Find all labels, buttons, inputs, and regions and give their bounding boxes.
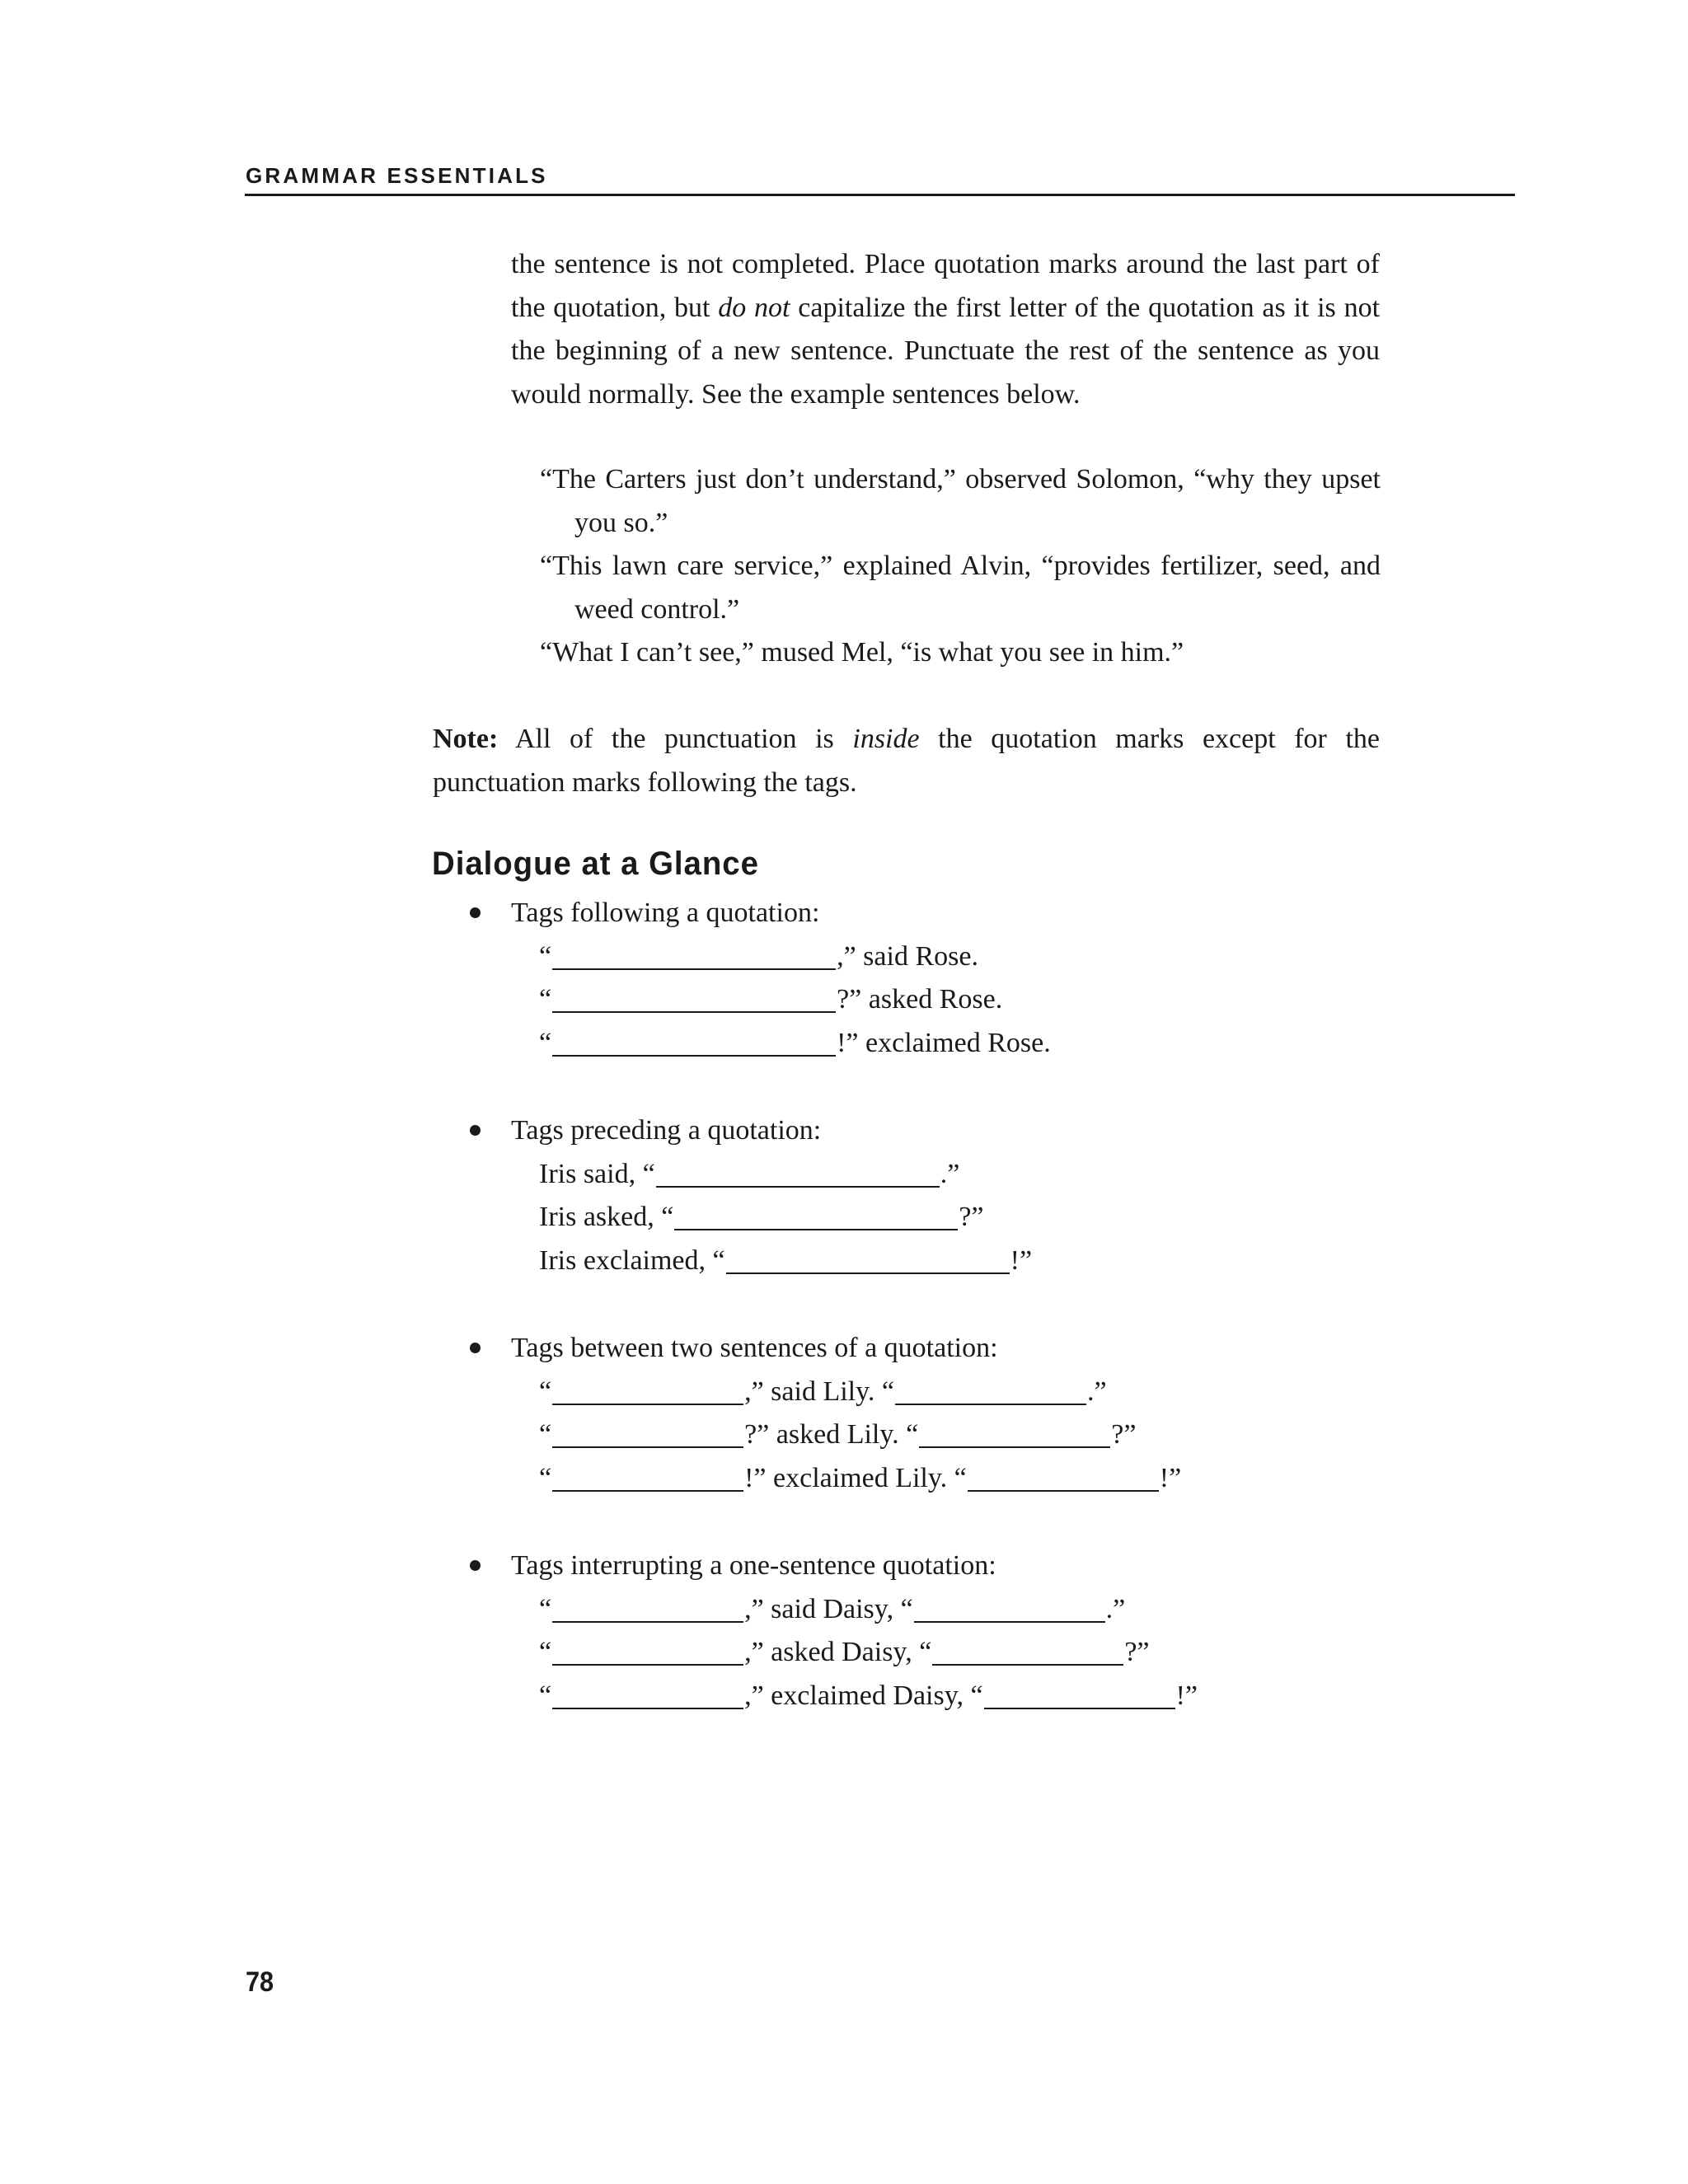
template-text: Iris asked, “ bbox=[539, 1202, 674, 1232]
template-text: ?” bbox=[1111, 1419, 1137, 1450]
tag-group-interrupting bbox=[470, 1544, 1376, 1718]
template-text: !” bbox=[1010, 1244, 1033, 1276]
section-title: Dialogue at a Glance bbox=[432, 846, 759, 882]
example-sentences bbox=[540, 458, 1381, 675]
template-line bbox=[470, 1588, 1376, 1632]
template-line bbox=[470, 1196, 1376, 1240]
template-text: ,” exclaimed Daisy, “ bbox=[744, 1680, 983, 1711]
template-text: .” bbox=[1087, 1376, 1107, 1407]
tag-group-following bbox=[470, 892, 1376, 1065]
template-text: !” bbox=[1175, 1680, 1198, 1711]
answer-blank bbox=[656, 1185, 940, 1188]
answer-blank bbox=[552, 1489, 743, 1492]
header-rule bbox=[245, 194, 1515, 196]
answer-blank bbox=[552, 1054, 836, 1057]
template-line bbox=[470, 1153, 1376, 1197]
answer-blank bbox=[552, 1663, 743, 1666]
template-text: ?” bbox=[1124, 1637, 1150, 1667]
template-text: !” exclaimed Lily. “ bbox=[744, 1462, 967, 1493]
answer-blank bbox=[968, 1489, 1159, 1492]
bullet-icon bbox=[470, 907, 481, 918]
tag-group-preceding bbox=[470, 1109, 1376, 1282]
answer-blank bbox=[552, 968, 836, 970]
example-sentence: “The Carters just don’t understand,” observed Solomon, “why they upset you so.” bbox=[540, 464, 1381, 538]
running-head: GRAMMAR ESSENTIALS bbox=[246, 163, 548, 188]
template-text: !” bbox=[1159, 1462, 1182, 1493]
template-text: ,” said Daisy, “ bbox=[744, 1593, 913, 1624]
template-text: “ bbox=[539, 1680, 552, 1711]
template-text: “ bbox=[539, 1637, 552, 1667]
template-text: .” bbox=[940, 1158, 960, 1189]
intro-paragraph bbox=[511, 243, 1380, 416]
answer-blank bbox=[552, 1620, 743, 1623]
template-line bbox=[470, 1457, 1376, 1501]
example-sentence: “What I can’t see,” mused Mel, “is what you see in him.” bbox=[540, 637, 1184, 668]
template-text: ,” said Rose. bbox=[837, 940, 978, 972]
template-text: “ bbox=[539, 940, 552, 972]
answer-blank bbox=[552, 1010, 836, 1013]
answer-blank bbox=[674, 1228, 958, 1230]
note-text-1: All of the punctuation is bbox=[498, 724, 853, 754]
intro-emphasis: do not bbox=[718, 292, 790, 323]
bullet-item bbox=[470, 1544, 1376, 1588]
bullet-icon bbox=[470, 1343, 481, 1353]
intro-text-1: the sentence is not completed. Place quotation marks around the last part of the quotation, but bbox=[511, 249, 1380, 323]
answer-blank bbox=[552, 1446, 743, 1448]
template-text: ?” asked Lily. “ bbox=[744, 1419, 919, 1450]
answer-blank bbox=[726, 1272, 1010, 1274]
template-line bbox=[470, 1631, 1376, 1675]
answer-blank bbox=[895, 1403, 1086, 1405]
template-text: “ bbox=[539, 1593, 552, 1624]
bullet-heading: Tags interrupting a one-sentence quotation: bbox=[511, 1550, 996, 1581]
template-text: ,” asked Daisy, “ bbox=[744, 1637, 932, 1667]
answer-blank bbox=[984, 1707, 1175, 1709]
bullet-heading: Tags preceding a quotation: bbox=[511, 1115, 822, 1146]
template-text: “ bbox=[539, 1419, 552, 1450]
bullet-icon bbox=[470, 1125, 481, 1136]
bullet-item bbox=[470, 1109, 1376, 1153]
bullet-icon bbox=[470, 1560, 481, 1571]
template-text: “ bbox=[539, 1376, 552, 1407]
template-line bbox=[470, 1240, 1376, 1283]
page-number: 78 bbox=[246, 1966, 274, 1998]
template-text: ?” asked Rose. bbox=[837, 984, 1003, 1015]
bullet-heading: Tags between two sentences of a quotation: bbox=[511, 1333, 998, 1363]
template-text: Iris exclaimed, “ bbox=[539, 1244, 725, 1276]
template-text: Iris said, “ bbox=[539, 1158, 655, 1189]
answer-blank bbox=[552, 1707, 743, 1709]
note-text-2: the quotation marks except for the punctuation marks following the tags. bbox=[433, 724, 1380, 798]
template-line bbox=[470, 1675, 1376, 1718]
intro-text-2: capitalize the first letter of the quotation as it is not the beginning of a new sentence. Punctuate the rest of the sentence as you would normally. See the example sentences below. bbox=[511, 292, 1381, 410]
note-paragraph bbox=[433, 718, 1380, 804]
template-text: “ bbox=[539, 984, 552, 1015]
template-text: !” exclaimed Rose. bbox=[837, 1027, 1051, 1058]
bullet-item bbox=[470, 892, 1376, 935]
template-line bbox=[470, 1022, 1376, 1066]
example-sentence: “This lawn care service,” explained Alvin, “provides fertilizer, seed, and weed control.” bbox=[540, 551, 1381, 625]
bullet-heading: Tags following a quotation: bbox=[511, 898, 820, 928]
note-emphasis: inside bbox=[852, 724, 920, 754]
template-line bbox=[470, 978, 1376, 1022]
tag-group-between bbox=[470, 1327, 1376, 1500]
template-text: “ bbox=[539, 1462, 552, 1493]
template-text: ?” bbox=[959, 1202, 984, 1232]
answer-blank bbox=[932, 1663, 1123, 1666]
answer-blank bbox=[919, 1446, 1110, 1448]
template-text: “ bbox=[539, 1027, 552, 1058]
bullet-item bbox=[470, 1327, 1376, 1371]
template-line bbox=[470, 1413, 1376, 1457]
template-text: .” bbox=[1105, 1593, 1126, 1624]
template-text: ,” said Lily. “ bbox=[744, 1376, 894, 1407]
answer-blank bbox=[552, 1403, 743, 1405]
answer-blank bbox=[914, 1620, 1105, 1623]
template-line bbox=[470, 935, 1376, 979]
note-label: Note: bbox=[433, 724, 499, 754]
template-line bbox=[470, 1371, 1376, 1414]
